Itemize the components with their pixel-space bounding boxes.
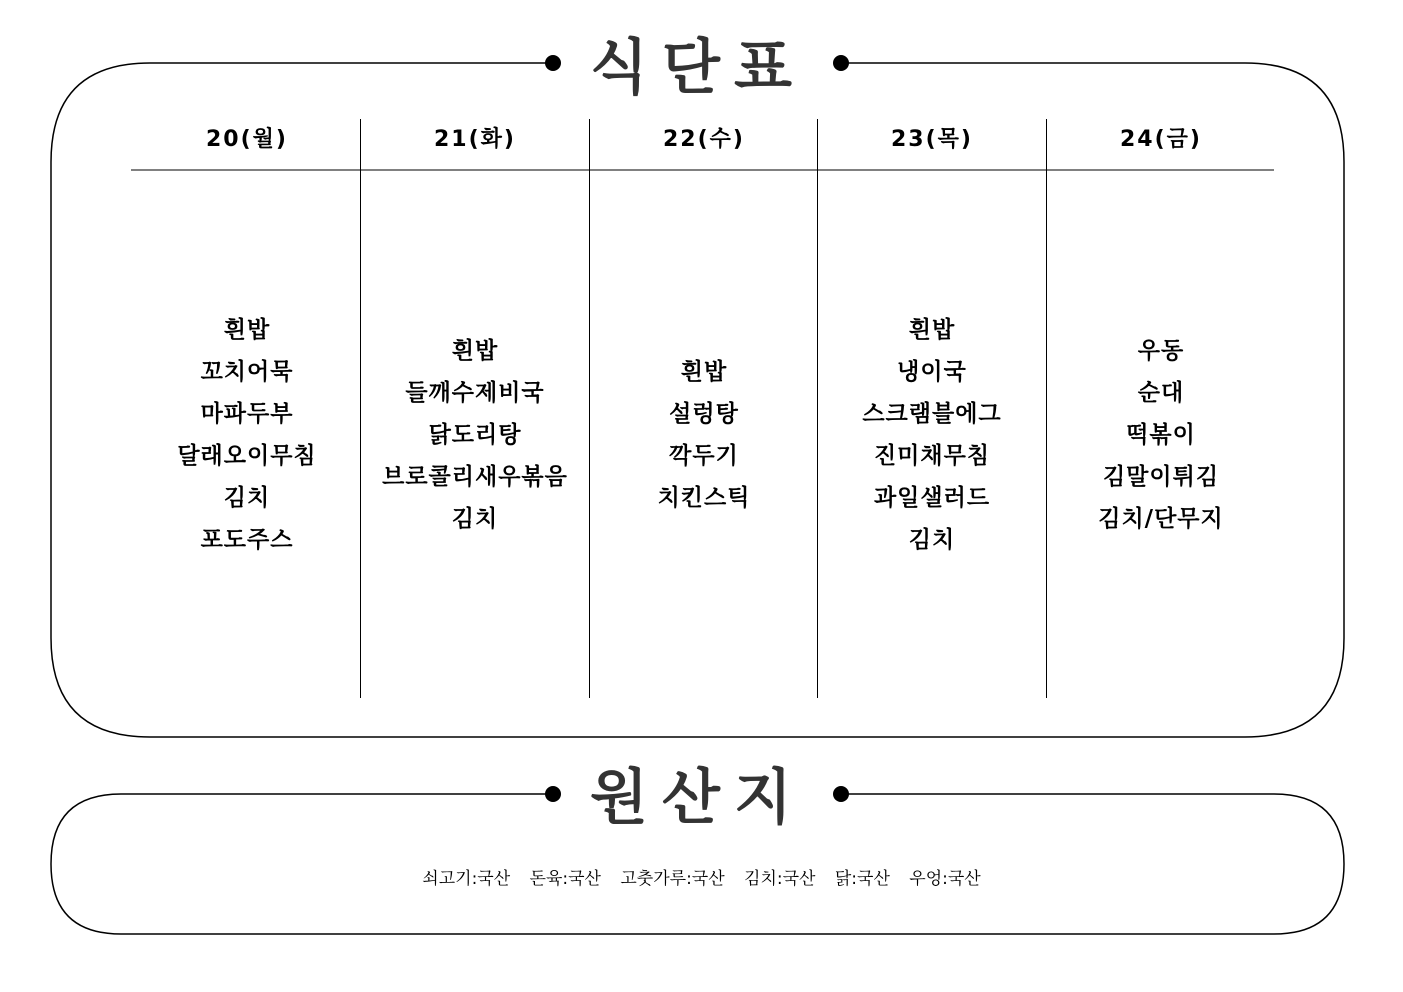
menu-item: 김치/단무지 [1098, 506, 1224, 532]
menu-item: 냉이국 [897, 359, 967, 385]
menu-column-tue [361, 172, 589, 698]
menu-item: 김치 [908, 527, 956, 553]
menu-item: 과일샐러드 [873, 485, 991, 511]
menu-item: 흰밥 [680, 359, 728, 385]
menu-item: 우동 [1137, 338, 1185, 364]
day-header-fri: 24(금) [1120, 127, 1202, 152]
day-header-mon: 20(월) [206, 127, 288, 152]
menu-item: 치킨스틱 [657, 485, 751, 511]
menu-item: 꼬치어묵 [200, 359, 294, 385]
menu-column-fri [1047, 172, 1275, 698]
menu-item: 흰밥 [223, 317, 271, 343]
menu-item: 흰밥 [451, 338, 499, 364]
origin-entry: 쇠고기:국산 [422, 869, 511, 889]
menu-item: 김치 [451, 506, 499, 532]
menu-item: 김치 [223, 485, 271, 511]
origin-entry: 고춧가루:국산 [620, 869, 725, 889]
menu-item: 들깨수제비국 [405, 380, 545, 406]
origin-entry: 우엉:국산 [909, 869, 981, 889]
menu-item: 떡볶이 [1126, 422, 1196, 448]
menu-item: 순대 [1137, 380, 1185, 406]
menu-item: 달래오이무침 [177, 443, 317, 469]
origin-entry: 닭:국산 [834, 869, 890, 889]
menu-item: 흰밥 [908, 317, 956, 343]
menu-item: 스크램블에그 [862, 401, 1002, 427]
menu-item: 마파두부 [200, 401, 294, 427]
menu-title: 식단표 [590, 33, 806, 103]
menu-column-wed [590, 172, 818, 698]
origin-title: 원산지 [590, 763, 806, 833]
menu-item: 진미채무침 [873, 443, 991, 469]
day-header-tue: 21(화) [434, 127, 516, 152]
menu-column-mon [133, 172, 361, 698]
origin-entry: 김치:국산 [744, 869, 816, 889]
menu-item: 닭도리탕 [428, 422, 522, 448]
day-header-thu: 23(목) [891, 127, 973, 152]
menu-item: 설렁탕 [669, 401, 739, 427]
menu-item: 김말이튀김 [1102, 464, 1220, 490]
menu-item: 브로콜리새우볶음 [382, 464, 568, 490]
menu-column-thu [818, 172, 1046, 698]
menu-item: 포도주스 [200, 527, 294, 553]
menu-item: 깍두기 [669, 443, 739, 469]
day-header-wed: 22(수) [663, 127, 745, 152]
origin-entry: 돈육:국산 [529, 869, 601, 889]
origin-list [260, 866, 1143, 892]
